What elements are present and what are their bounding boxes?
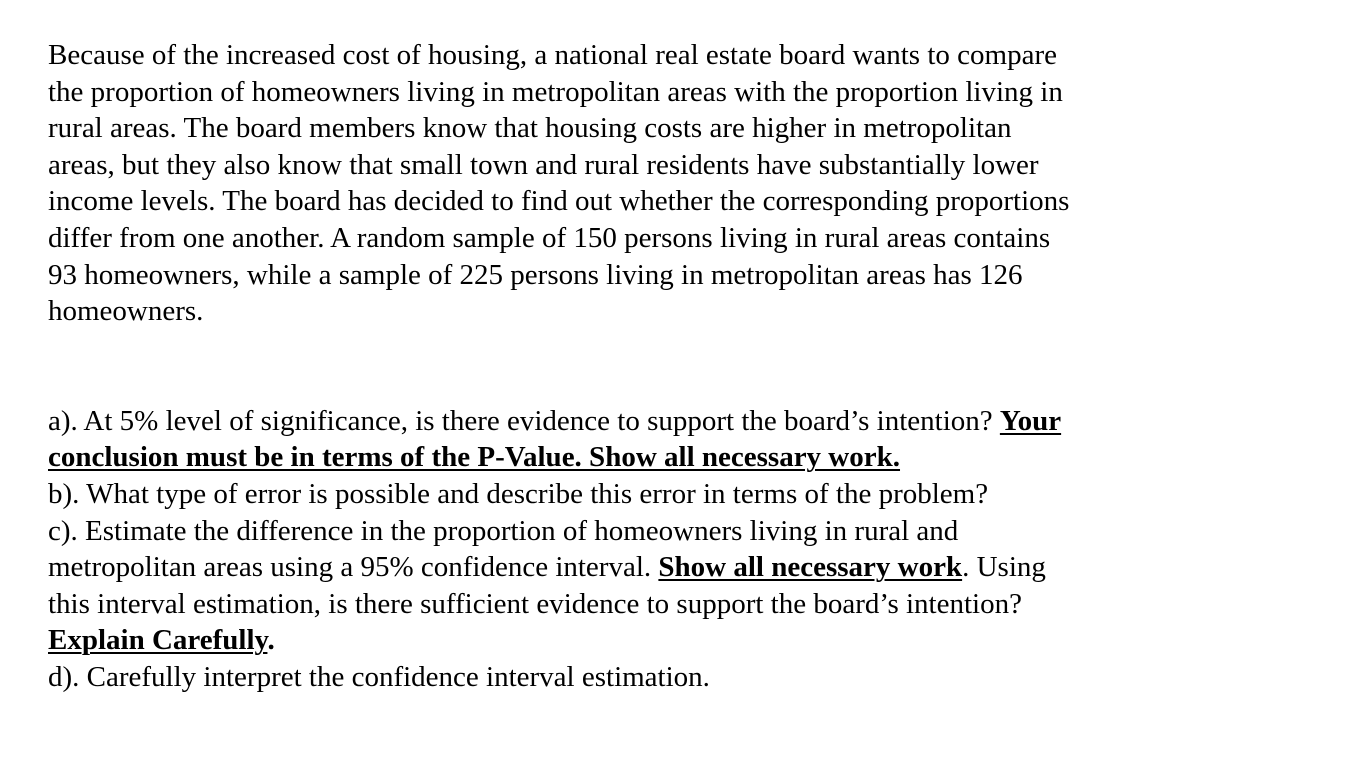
paragraph-gap xyxy=(48,330,1228,403)
problem-document xyxy=(48,37,1228,696)
intro-line: areas, but they also know that small town and rural residents have substantially lower xyxy=(48,148,1039,181)
question-c-text: metropolitan areas using a 95% confidence interval. xyxy=(48,551,659,584)
intro-line: income levels. The board has decided to find out whether the corresponding proportions xyxy=(48,185,1070,218)
intro-line: differ from one another. A random sample of 150 persons living in rural areas contains xyxy=(48,221,1051,254)
question-c-line: c). Estimate the difference in the proportion of homeowners living in rural and xyxy=(48,514,959,547)
question-c xyxy=(48,513,1228,659)
question-d xyxy=(48,659,1228,696)
question-a-emphasis: Your xyxy=(999,404,1062,437)
intro-line: the proportion of homeowners living in metropolitan areas with the proportion living in xyxy=(48,75,1063,108)
intro-line: rural areas. The board members know that housing costs are higher in metropolitan xyxy=(48,112,1012,145)
intro-line: 93 homeowners, while a sample of 225 persons living in metropolitan areas has 126 xyxy=(48,258,1023,291)
question-b-text: b). What type of error is possible and describe this error in terms of the problem? xyxy=(48,477,989,510)
question-b xyxy=(48,476,1228,513)
question-d-text: d). Carefully interpret the confidence interval estimation. xyxy=(48,660,710,693)
question-c-explain: Explain Carefully xyxy=(48,624,268,657)
intro-paragraph xyxy=(48,37,1228,330)
question-a xyxy=(48,403,1228,476)
question-c-line: this interval estimation, is there sufficient evidence to support the board’s intention? xyxy=(48,587,1022,620)
question-a-text: a). At 5% level of significance, is there evidence to support the board’s intention? xyxy=(48,404,1000,437)
questions-list xyxy=(48,403,1228,696)
question-c-text: . Using xyxy=(962,551,1046,584)
question-c-period: . xyxy=(267,624,275,657)
intro-line: homeowners. xyxy=(48,295,204,328)
question-c-show-work: Show all necessary work xyxy=(658,551,963,584)
question-a-emphasis-continued: conclusion must be in terms of the P-Value. Show all necessary work. xyxy=(48,441,901,474)
intro-line: Because of the increased cost of housing, a national real estate board wants to compare xyxy=(48,39,1057,71)
